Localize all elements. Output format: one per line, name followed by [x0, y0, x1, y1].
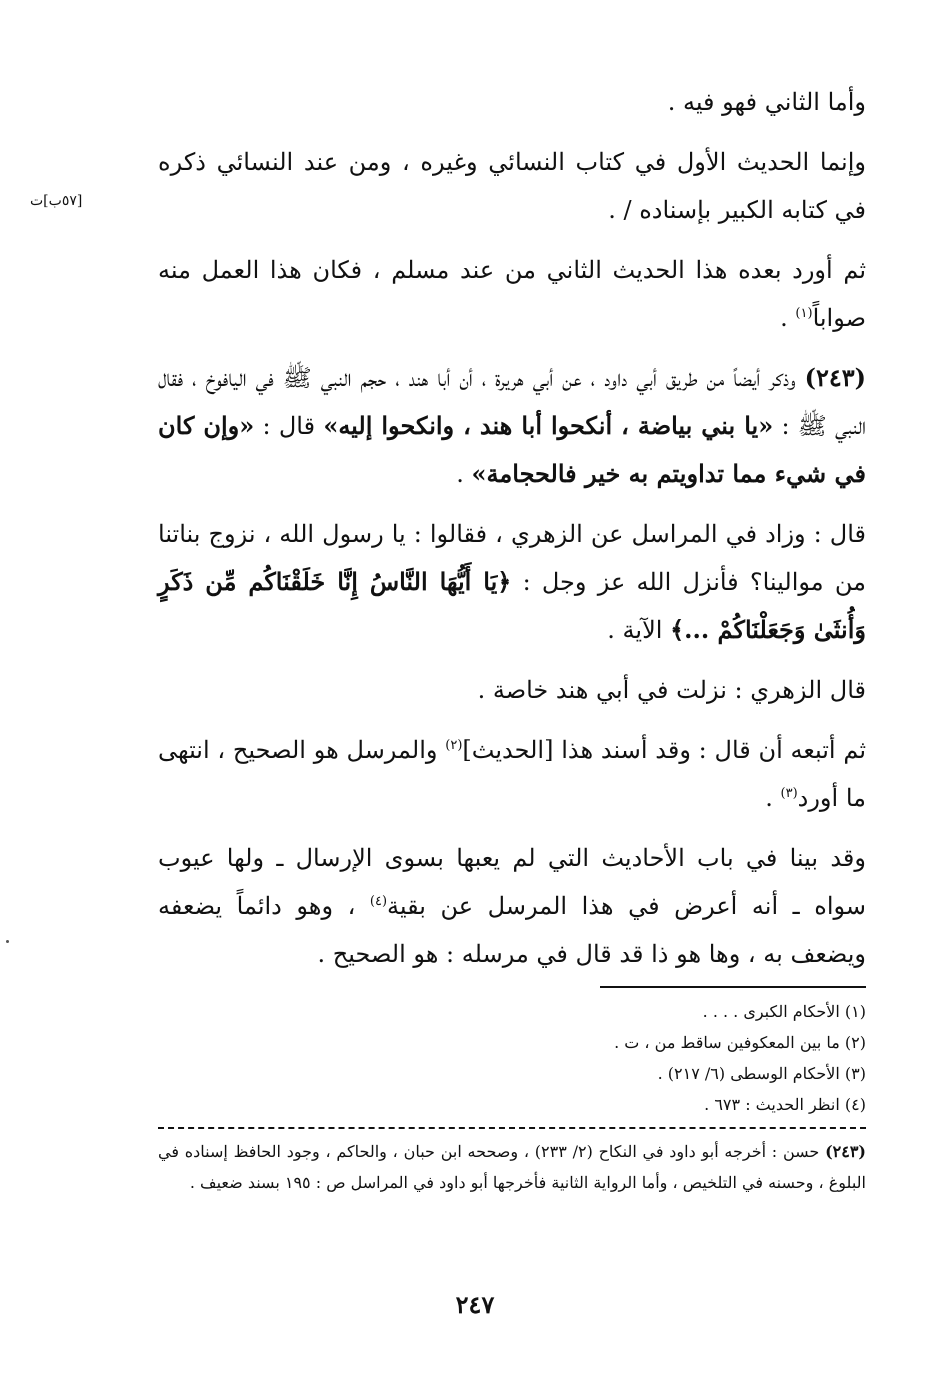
paragraph-8-text-1: وقد بينا في باب الأحاديث التي لم يعبها بسوى الإرسال ـ ولها عيوب سواه ـ أنه أعرض في هذا المرسل عن بقية	[158, 844, 866, 920]
paragraph-7-text-1: ثم أتبعه أن قال : وقد أسند هذا [الحديث]	[462, 736, 867, 764]
footnote-ref-1: (١)	[795, 306, 813, 321]
paragraph-3	[158, 246, 866, 342]
page-number: ٢٤٧	[455, 1290, 495, 1319]
paragraph-7-text-2: والمرسل هو الصحيح ، انتهى ما أورد	[158, 736, 866, 812]
paragraph-4-hadith	[158, 354, 866, 498]
takhrij-separator	[158, 1127, 866, 1129]
paragraph-5	[158, 510, 866, 654]
hadith-text-1: وذكر أيضاً من طريق أبي داود ، عن أبي هريرة ، أن أبا هند ، حجم النبي ﷺ في اليافوخ ، فقال النبي ﷺ :	[158, 364, 866, 440]
footnotes	[300, 996, 866, 1120]
paragraph-3-tail: .	[780, 304, 796, 332]
paragraph-6: قال الزهري : نزلت في أبي هند خاصة .	[477, 676, 866, 704]
takhrij-note	[158, 1136, 866, 1198]
paragraph-3-text: ثم أورد بعده هذا الحديث الثاني من عند مسلم ، فكان هذا العمل منه صواباً	[158, 256, 866, 332]
margin-folio-note: [٥٧ب]ت	[30, 193, 83, 209]
takhrij-number: (٢٤٣)	[825, 1142, 866, 1161]
scan-speck	[6, 940, 9, 943]
paragraph-5-text: قال : وزاد في المراسل عن الزهري ، فقالوا : يا رسول الله ، نزوج بناتنا من موالينا؟ فأنزل الله عز وجل :	[158, 520, 867, 596]
footnote-1: (١) الأحكام الكبرى . . . .	[702, 1002, 866, 1021]
footnote-4: (٤) انظر الحديث : ٦٧٣ .	[704, 1095, 866, 1114]
takhrij-text: حسن : أخرجه أبو داود في النكاح (٢/ ٢٣٣) ، وصححه ابن حبان ، والحاكم ، وجود الحافظ إسناده في البلوغ ، وحسنه في التلخيص ، وأما الرواية الثانية فأخرجها أبو داود في المراسل ص : ١٩٥ بسند ضعيف .	[158, 1142, 866, 1192]
paragraph-7-tail: .	[765, 784, 781, 812]
paragraph-2: وإنما الحديث الأول في كتاب النسائي وغيره ، ومن عند النسائي ذكره في كتابه الكبير بإسناده / .	[158, 148, 866, 224]
footnote-3: (٣) الأحكام الوسطى (٦/ ٢١٧) .	[657, 1064, 866, 1083]
footnote-ref-4: (٤)	[369, 894, 388, 909]
hadith-number: (٢٤٣)	[804, 363, 866, 392]
paragraph-1: وأما الثاني فهو فيه .	[667, 88, 866, 116]
hadith-quote-2: «وإن كان في شيء مما تداويتم به خير فالحجامة»	[158, 411, 866, 488]
paragraph-8	[158, 834, 866, 978]
quran-verse: ﴿يَا أَيُّهَا النَّاسُ إِنَّا خَلَقْنَاكُم مِّن ذَكَرٍ وَأُنثَىٰ وَجَعَلْنَاكُمْ ...﴾	[158, 567, 866, 644]
footnote-ref-2: (٢)	[445, 738, 463, 753]
footnote-separator	[600, 986, 866, 988]
hadith-text-2: قال :	[254, 412, 324, 440]
paragraph-5-tail: الآية .	[607, 616, 671, 644]
hadith-tail: .	[456, 460, 472, 488]
footnote-ref-3: (٣)	[780, 786, 798, 801]
main-text	[158, 78, 866, 990]
hadith-quote-1: «يا بني بياضة ، أنكحوا أبا هند ، وانكحوا إليه»	[323, 411, 774, 440]
paragraph-7	[158, 726, 866, 822]
paragraph-8-text-2: ، وهو دائماً يضعفه ويضعف به ، وها هو ذا قد قال في مرسله : هو الصحيح .	[158, 892, 866, 968]
footnote-2: (٢) ما بين المعكوفين ساقط من ، ت .	[614, 1033, 866, 1052]
